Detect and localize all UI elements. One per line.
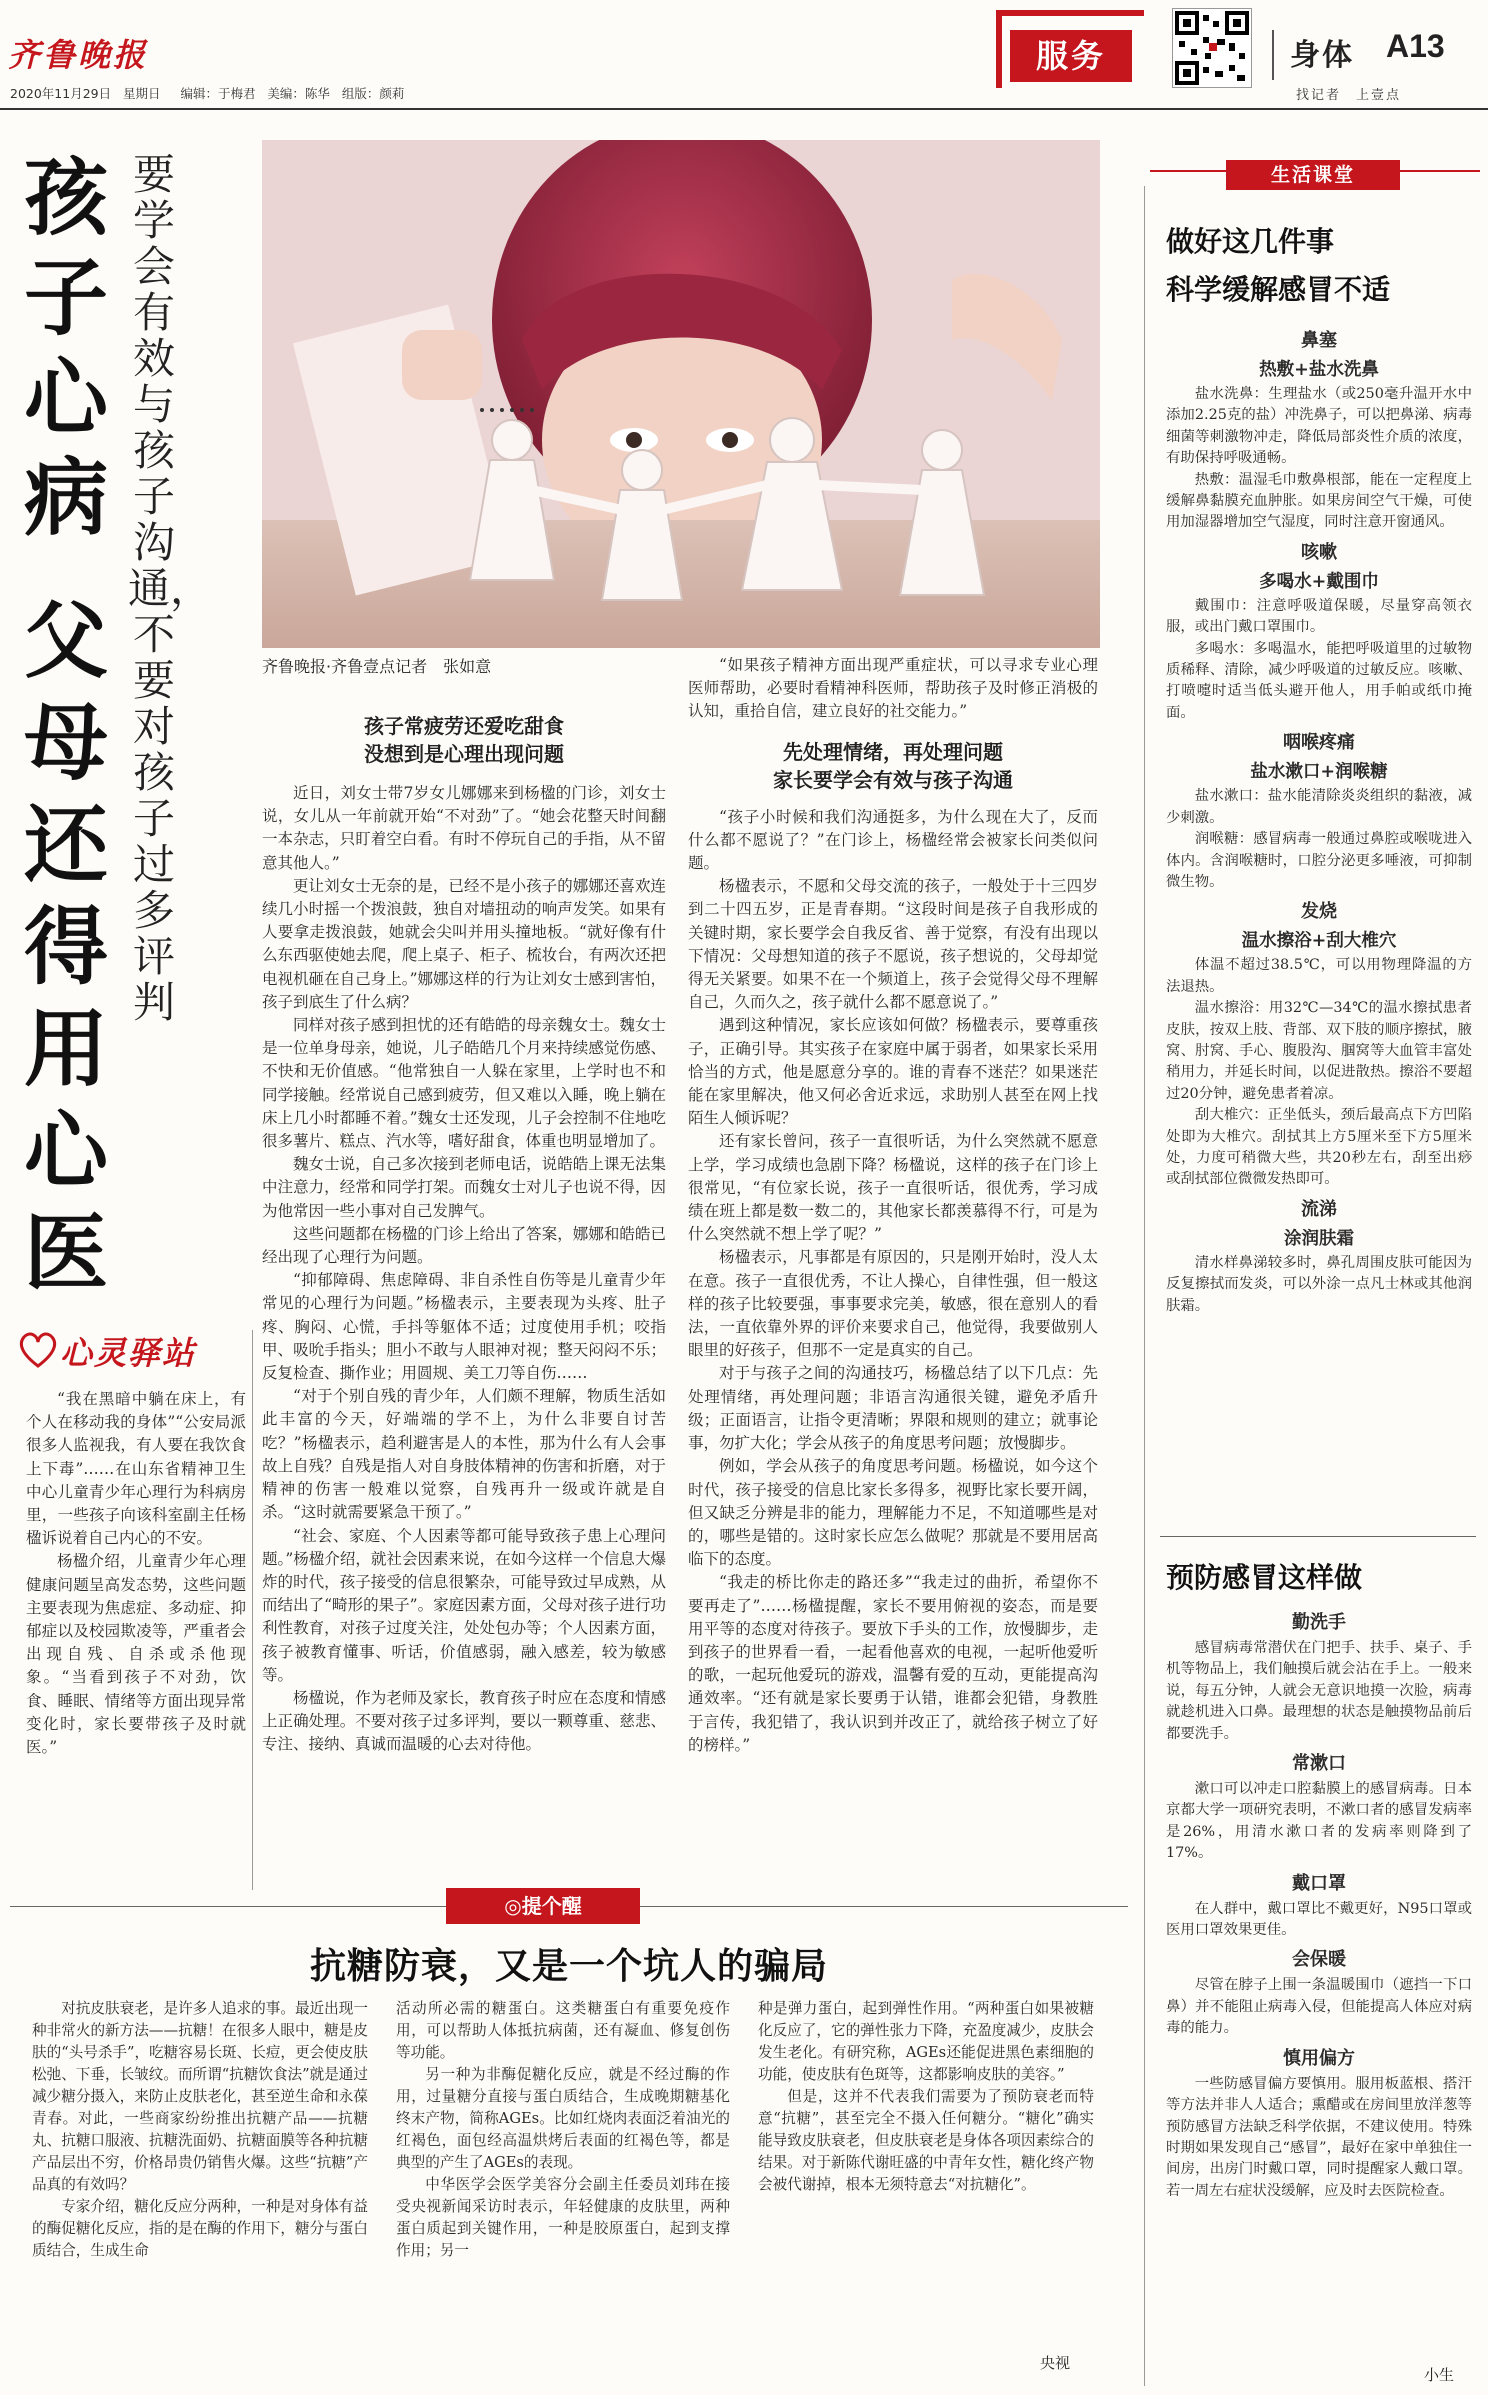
editor-credit: 编辑：于梅君 xyxy=(180,86,256,101)
section-heading-2 xyxy=(688,738,1098,794)
relief-section xyxy=(1166,326,1472,534)
prevention-item-title: 会保暖 xyxy=(1292,1949,1346,1971)
body-paragraph: “我走的桥比你走的路还多”“我走过的曲折，希望你不要再走了”……杨楹提醒，家长不要用俯视的姿态，而是要用平等的态度对待孩子。要放下手头的工作，放慢脚步，走到孩子的世界看一看，一起看他喜欢的电视，一起听他爱听的歌，一起玩他爱玩的游戏，温馨有爱的互动，更能提高沟通效率。“还有就是家长要勇于认错，谁都会犯错，身教胜于言传，我犯错了，我认识到并改正了，就给孩子树立了好的榜样。” xyxy=(688,1573,1098,1754)
main-title-part-2: 父母还得用心医 xyxy=(23,592,108,1302)
page-number: A13 xyxy=(1386,28,1445,64)
relief-section-title: 咽喉疼痛 xyxy=(1283,732,1355,754)
prevention-item-title: 慎用偏方 xyxy=(1283,2047,1355,2069)
body-paragraph: 同样对孩子感到担忧的还有皓皓的母亲魏女士。魏女士是一位单身母亲，她说，儿子皓皓几个月来持续感觉伤感、不快和无价值感。“他常独自一人躲在家里，上学时也不和同学接触。经常说自己感到疲劳，但又难以入睡，晚上躺在床上几小时都睡不着。”魏女士还发现，儿子会控制不住地吃很多薯片、糕点、汽水等，嗜好甜食，体重也明显增加了。 xyxy=(262,1016,666,1151)
section-tag-service: 服务 xyxy=(1010,30,1132,82)
reminder-column-1 xyxy=(32,1998,368,2262)
prevention-item xyxy=(1166,2044,1472,2202)
prevention-item-title: 勤洗手 xyxy=(1292,1612,1346,1633)
relief-paragraph: 润喉糖：感冒病毒一般通过鼻腔或喉咙进入体内。含润喉糖时，口腔分泌更多唾液，可抑制微生物。 xyxy=(1166,831,1472,890)
body-paragraph: 对于与孩子之间的沟通技巧，杨楹总结了以下几点：先处理情绪，再处理问题；非语言沟通很关键，避免矛盾升级；正面语言，让指令更清晰；界限和规则的建立；就事论事，勿扩大化；学会从孩子的角度思考问题；放慢脚步。 xyxy=(688,1364,1098,1453)
body-paragraph: “社会、家庭、个人因素等都可能导致孩子患上心理问题。”杨楹介绍，就社会因素来说，在如今这样一个信息大爆炸的时代，孩子接受的信息很繁杂，可能导致过早成熟，从而结出了“畸形的果子”。家庭因素方面，父母对孩子进行功利性教育，对孩子过度关注，处处包办等；个人因素方面，孩子被教育懂事、听话，价值感弱，融入感差，较为敏感等。 xyxy=(262,1526,666,1684)
body-paragraph: 中华医学会医学美容分会副主任委员刘玮在接受央视新闻采访时表示，年轻健康的皮肤里，两种蛋白质起到关键作用，一种是胶原蛋白，起到支撑作用；另一 xyxy=(396,2176,730,2259)
relief-paragraph: 清水样鼻涕较多时，鼻孔周围皮肤可能因为反复擦拭而发炎，可以外涂一点凡士林或其他润肤霜。 xyxy=(1166,1254,1472,1314)
body-paragraph: 种是弹力蛋白，起到弹性作用。“两种蛋白如果被糖化反应了，它的弹性张力下降，充盈度减少，皮肤会发生老化。有研究称，AGEs还能促进黑色素细胞的功能，使皮肤有色斑等，这都影响皮肤的美容。” xyxy=(758,2000,1094,2083)
prevention-item xyxy=(1166,1608,1472,1745)
relief-section xyxy=(1166,728,1472,893)
column-logo-text: 心灵驿站 xyxy=(60,1334,197,1372)
heart-swirl-icon xyxy=(16,1330,60,1368)
body-paragraph: “抑郁障碍、焦虑障碍、非自杀性自伤等是儿童青少年常见的心理行为问题。”杨楹表示，主要表现为头疼、肚子疼、胸闷、心慌，手抖等躯体不适；过度使用手机；咬指甲、吸吮手指头；胆小不敢与人眼神对视；整天闷闷不乐；反复检查、撕作业；用圆规、美工刀等自伤…… xyxy=(262,1271,666,1383)
body-paragraph: 杨楹说，作为老师及家长，教育孩子时应在态度和情感上正确处理。不要对孩子过多评判，要以一颗尊重、慈悲、专注、接纳、真诚而温暖的心去对待他。 xyxy=(262,1688,666,1754)
right-title-line-1: 做好这几件事 xyxy=(1166,225,1335,258)
section-heading-2-line-1: 先处理情绪，再处理问题 xyxy=(783,739,1003,764)
prevention-paragraph: 在人群中，戴口罩比不戴更好，N95口罩或医用口罩效果更佳。 xyxy=(1166,1900,1472,1939)
relief-section xyxy=(1166,538,1472,724)
main-title-part-1: 孩子心病 xyxy=(23,149,108,547)
main-title-col-2 xyxy=(20,590,112,1304)
feature-subtitle: 要学会有效与孩子沟通，不要对孩子过多评判 xyxy=(128,150,213,1027)
body-paragraph: 例如，学会从孩子的角度思考问题。杨楹说，如今这个时代，孩子接受的信息比家长多得多，视野比家长要开阔，但又缺乏分辨是非的能力，理解能力不足，不知道哪些是对的，哪些是错的。这时家长应怎么做呢？那就是不要用居高临下的态度。 xyxy=(688,1457,1098,1569)
prevention-paragraph: 尽管在脖子上围一条温暖围巾（遮挡一下口鼻）并不能阻止病毒入侵，但能提高人体应对病毒的能力。 xyxy=(1166,1977,1472,2037)
feature-column-2 xyxy=(688,654,1098,1757)
relief-section-title: 鼻塞 xyxy=(1301,330,1337,351)
relief-section-title: 发烧 xyxy=(1301,901,1337,923)
intro-paragraph: 杨楹介绍，儿童青少年心理健康问题呈高发态势，这些问题主要表现为焦虑症、多动症、抑郁症以及校园欺凌等，严重者会出现自残、自杀或杀他现象。“当看到孩子不对劲，饮食、睡眠、情绪等方面出现异常变化时，家长要带孩子及时就医。” xyxy=(26,1552,246,1757)
reporter-line: 找记者 上壹点 xyxy=(1296,88,1402,103)
prevention-item-title: 戴口罩 xyxy=(1292,1872,1346,1894)
reminder-column-3 xyxy=(758,1998,1094,2196)
relief-section xyxy=(1166,1195,1472,1317)
relief-section-subtitle: 温水擦浴+刮大椎穴 xyxy=(1241,931,1397,952)
section-heading-1-line-1: 孩子常疲劳还爱吃甜食 xyxy=(364,714,564,738)
body-paragraph: “对于个别自残的青少年，人们颇不理解，物质生活如此丰富的今天，好端端的学不上，为什么非要自讨苦吃？”杨楹表示，趋利避害是人的本性，那为什么有人会事故上自残？自残是指人对自身肢体精神的伤害和折磨，对于精神的伤害一般难以觉察，自残再升一级或许就是自杀。“这时就需要紧急干预了。” xyxy=(262,1387,666,1522)
relief-paragraph: 盐水洗鼻：生理盐水（或250毫升温开水中添加2.25克的盐）冲洗鼻子，可以把鼻涕、病毒细菌等刺激物冲走，降低局部炎性介质的浓度，有助保持呼吸通畅。 xyxy=(1166,386,1472,467)
intro-column-rule xyxy=(252,1330,253,1890)
section-heading-2-line-2: 家长要学会有效与孩子沟通 xyxy=(773,767,1013,792)
right-title xyxy=(1166,218,1466,314)
relief-section-subtitle: 盐水漱口+润喉糖 xyxy=(1250,762,1388,783)
relief-section-subtitle: 多喝水+戴围巾 xyxy=(1259,571,1379,592)
body-paragraph: 遇到这种情况，家长应该如何做？杨楹表示，要尊重孩子，正确引导。其实孩子在家庭中属于弱者，如果家长采用恰当的方式，他是愿意分享的。谁的青春不迷茫？如果迷茫能在家里解决，他又何必舍近求远，求助别人甚至在网上找陌生人倾诉呢？ xyxy=(688,1016,1098,1128)
body-paragraph: 更让刘女士无奈的是，已经不是小孩子的娜娜还喜欢连续几小时摇一个拨浪鼓，独自对墙扭动的响声发笑。如果有人要拿走拨浪鼓，她就会尖叫并用头撞地板。“就好像有什么东西驱使她去爬，爬上桌子、柜子、梳妆台，有两次还把电视机砸在自己身上。”娜娜这样的行为让刘女士感到害怕，孩子到底生了什么病？ xyxy=(262,876,666,1011)
body-paragraph: “孩子小时候和我们沟通挺多，为什么现在大了，反而什么都不愿说了？”在门诊上，杨楹经常会被家长问类似问题。 xyxy=(688,807,1098,873)
issue-date: 2020年11月29日 xyxy=(10,86,112,101)
prevention-item xyxy=(1166,1869,1472,1942)
right-title-line-2: 科学缓解感冒不适 xyxy=(1166,273,1391,306)
body-paragraph: 杨楹表示，不愿和父母交流的孩子，一般处于十三四岁到二十四五岁，正是青春期。“这段时间是孩子自我形成的关键时期，家长要学会自我反省、善于觉察，有没有出现以下情况：父母想知道的孩子不愿说，孩子想说的，父母却觉得无关紧要。如果不在一个频道上，孩子会觉得父母不理解自己，久而久之，孩子就什么都不愿意说了。” xyxy=(688,877,1098,1012)
reminder-title: 抗糖防衰，又是一个坑人的骗局 xyxy=(309,1946,828,1987)
body-paragraph: 还有家长曾问，孩子一直很听话，为什么突然就不愿意上学，学习成绩也急剧下降？杨楹说，这样的孩子在门诊上很常见，“有位家长说，孩子一直很听话，很优秀，学习成绩在班上都是数一数二的，其他家长都羡慕得不行，可是为什么突然就不想上学了呢？” xyxy=(688,1132,1098,1244)
relief-paragraph: 热敷：温湿毛巾敷鼻根部，能在一定程度上缓解鼻黏膜充血肿胀。如果房间空气干燥，可使用加湿器增加空气湿度，同时注意开窗通风。 xyxy=(1166,471,1472,531)
art-editor-credit: 美编：陈华 xyxy=(267,86,330,101)
intro-paragraph: “我在黑暗中躺在床上，有个人在移动我的身体”“公安局派很多人监视我，有人要在我饮食上下毒”……在山东省精神卫生中心儿童青少年心理行为科病房里，一些孩子向该科室副主任杨楹诉说着自己内心的不安。 xyxy=(26,1390,246,1548)
relief-section-title: 咳嗽 xyxy=(1301,541,1337,563)
body-paragraph: 魏女士说，自己多次接到老师电话，说皓皓上课无法集中注意力，经常和同学打架。而魏女士对儿子也说不得，因为他常因一些小事对自己发脾气。 xyxy=(262,1155,666,1220)
prevention-paragraph: 一些防感冒偏方要慎用。服用板蓝根、搭汗等方法并非人人适合；熏醋或在房间里放洋葱等预防感冒方法缺乏科学依据，不建议使用。特殊时期如果发现自己“感冒”，最好在家中单独住一间房，出房门时戴口罩，同时提醒家人戴口罩。若一周左右症状没缓解，应及时去医院检查。 xyxy=(1166,2075,1472,2199)
body-paragraph: 杨楹表示，凡事都是有原因的，只是刚开始时，没人太在意。孩子一直很优秀，不让人操心，自律性强，但一般这样的孩子比较要强，事事要求完美，敏感，很在意别人的看法，一直依靠外界的评价来要求自己，他觉得，我要做别人眼里的好孩子，但那不一定是真实的自己。 xyxy=(688,1248,1098,1360)
relief-paragraph: 刮大椎穴：正坐低头，颈后最高点下方凹陷处即为大椎穴。刮拭其上方5厘米至下方5厘米处，力度可稍微大些，共20秒左右，刮至出痧或刮拭部位微微发热即可。 xyxy=(1166,1107,1472,1188)
issue-weekday: 星期日 xyxy=(123,86,161,101)
body-paragraph: “如果孩子精神方面出现严重症状，可以寻求专业心理医师帮助，必要时看精神科医师，帮助孩子及时修正消极的认知，重拾自信，建立良好的社交能力。” xyxy=(688,656,1098,721)
main-title-col-1 xyxy=(20,148,112,548)
relief-section-title: 流涕 xyxy=(1301,1198,1337,1220)
prevention-divider xyxy=(1160,1536,1476,1537)
page-section-name: 身体 xyxy=(1290,38,1354,73)
body-paragraph: 活动所必需的糖蛋白。这类糖蛋白有重要免疫作用，可以帮助人体抵抗病菌，还有凝血、修复创伤等功能。 xyxy=(396,2000,730,2061)
masthead-divider xyxy=(1272,30,1274,80)
feature-intro xyxy=(26,1388,246,1759)
feature-byline: 齐鲁晚报·齐鲁壹点记者 张如意 xyxy=(262,657,492,676)
paper-logo: 齐鲁晚报 xyxy=(8,36,149,74)
relief-paragraph: 温水擦浴：用32℃—34℃的温水擦拭患者皮肤，按双上肢、背部、双下肢的顺序擦拭，腋窝、肘窝、手心、腹股沟、腘窝等大血管丰富处稍用力，并延长时间，以促进散热。擦浴不要超过20分钟，避免患者着凉。 xyxy=(1166,1000,1472,1102)
body-paragraph: 另一种为非酶促糖化反应，就是不经过酶的作用，过量糖分直接与蛋白质结合，生成晚期糖基化终末产物，简称AGEs。比如红烧肉表面泛着油光的红褐色，面包经高温烘烤后表面的红褐色等，都是典型的产生了AGEs的表现。 xyxy=(396,2066,730,2171)
prevention-item xyxy=(1166,1749,1472,1865)
right-section-tag: 生活课堂 xyxy=(1226,160,1400,190)
body-paragraph: 这些问题都在杨楹的门诊上给出了答案，娜娜和皓皓已经出现了心理行为问题。 xyxy=(262,1224,666,1267)
feature-photo xyxy=(262,140,1100,648)
body-paragraph: 但是，这并不代表我们需要为了预防衰老而特意“抗糖”，甚至完全不摄入任何糖分。“糖化”确实能导致皮肤衰老，但皮肤衰老是身体各项因素综合的结果。对于新陈代谢旺盛的中青年女性，糖化终产物会被代谢掉，根本无须特意去“对抗糖化”。 xyxy=(758,2088,1094,2193)
child-with-paper-dolls-illustration xyxy=(262,140,1100,648)
masthead xyxy=(0,0,1488,118)
prevention-item xyxy=(1166,1945,1472,2039)
body-paragraph: 近日，刘女士带7岁女儿娜娜来到杨楹的门诊，刘女士说，女儿从一年前就开始“不对劲”了。“她会花整天时间翻一本杂志，只盯着空白看。有时不停玩自己的手指，从不留意其他人。” xyxy=(262,784,666,872)
prevention-paragraph: 感冒病毒常潜伏在门把手、扶手、桌子、手机等物品上，我们触摸后就会沾在手上。一般来说，每五分钟，人就会无意识地摸一次脸，病毒就趁机进入口鼻。最理想的状态是触摸物品前后都要洗手。 xyxy=(1166,1640,1472,1742)
masthead-meta xyxy=(10,84,404,102)
section-heading-1-line-2: 没想到是心理出现问题 xyxy=(364,742,564,766)
feature-column-1 xyxy=(262,712,666,1757)
qr-code-icon xyxy=(1172,8,1252,88)
right-source: 小生 xyxy=(1424,2366,1455,2384)
relief-paragraph: 体温不超过38.5℃，可以用物理降温的方法退热。 xyxy=(1166,957,1472,995)
layout-credit: 组版：颜莉 xyxy=(341,86,405,101)
relief-section xyxy=(1166,897,1472,1190)
section-heading-1 xyxy=(262,712,666,768)
prevention-list xyxy=(1166,1604,1472,2202)
reminder-top-rule-right xyxy=(640,1906,1128,1907)
relief-paragraph: 戴围巾：注意呼吸道保暖，尽量穿高领衣服，或出门戴口罩围巾。 xyxy=(1166,597,1472,636)
prevention-paragraph: 漱口可以冲走口腔黏膜上的感冒病毒。日本京都大学一项研究表明，不漱口者的感冒发病率是26%，用清水漱口者的发病率则降到了17%。 xyxy=(1166,1781,1472,1862)
masthead-rule xyxy=(0,108,1488,110)
relief-section-subtitle: 涂润肤霜 xyxy=(1284,1228,1354,1249)
reminder-tag: ◎提个醒 xyxy=(446,1888,640,1924)
body-paragraph: 专家介绍，糖化反应分两种，一种是对身体有益的酶促糖化反应，指的是在酶的作用下，糖分与蛋白质结合，生成生命 xyxy=(32,2198,368,2259)
reminder-top-rule-left xyxy=(10,1906,446,1907)
body-paragraph: 对抗皮肤衰老，是许多人追求的事。最近出现一种非常火的新方法——抗糖！在很多人眼中，糖是皮肤的“头号杀手”，吃糖容易长斑、长痘，更会使皮肤松弛、下垂，长皱纹。而所谓“抗糖饮食法”就是通过减少糖分摄入，来防止皮肤老化，甚至逆生命和永葆青春。对此，一些商家纷纷推出抗糖产品——抗糖丸、抗糖口服液、抗糖洗面奶、抗糖面膜等各种抗糖产品层出不穷，价格昂贵仍销售火爆。这些“抗糖”产品真的有效吗？ xyxy=(32,2000,368,2193)
prevention-title: 预防感冒这样做 xyxy=(1166,1561,1363,1594)
relief-paragraph: 盐水漱口：盐水能清除炎炎组织的黏液，减少刺激。 xyxy=(1166,788,1472,826)
right-column-rule xyxy=(1144,186,1145,2386)
relief-paragraph: 多喝水：多喝温水，能把呼吸道里的过敏物质稀释、清除，减少呼吸道的过敏反应。咳嗽、打喷嚏时适当低头避开他人，用手帕或纸巾掩面。 xyxy=(1166,640,1472,721)
column-logo xyxy=(16,1326,248,1372)
reminder-source: 央视 xyxy=(1040,2354,1071,2372)
reminder-column-2 xyxy=(396,1998,730,2262)
relief-section-subtitle: 热敷+盐水洗鼻 xyxy=(1259,360,1379,380)
prevention-item-title: 常漱口 xyxy=(1292,1753,1346,1775)
cold-relief-list xyxy=(1166,322,1472,1317)
